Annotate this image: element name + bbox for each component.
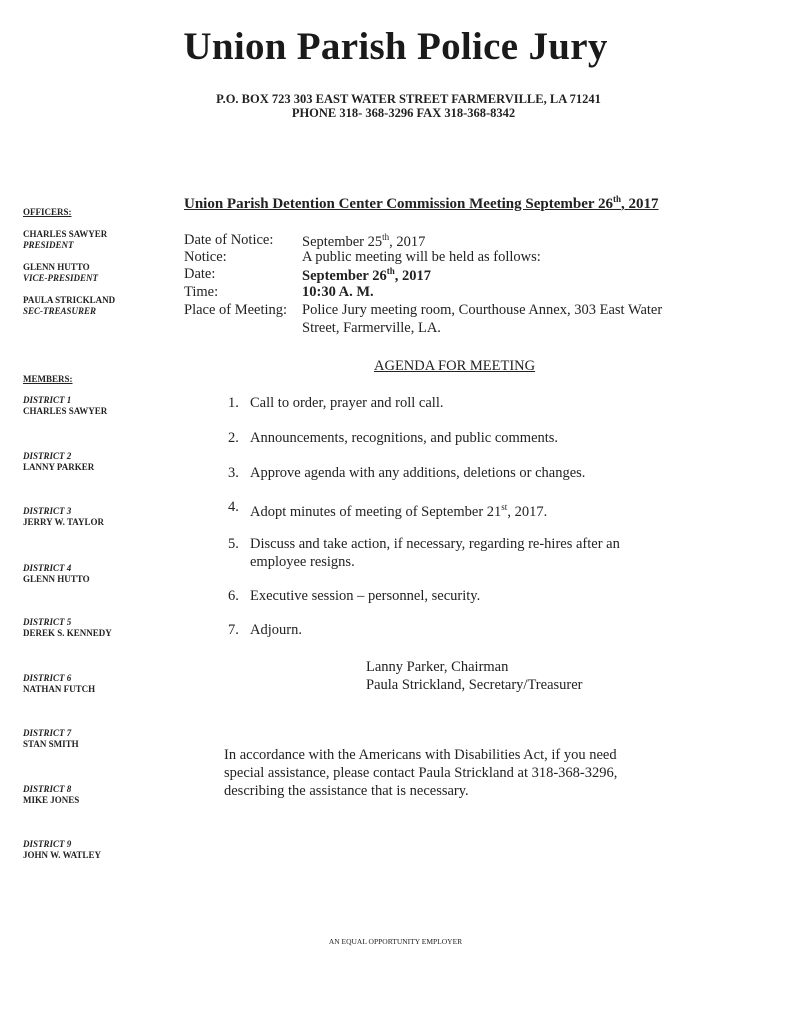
member-name: CHARLES SAWYER — [23, 406, 108, 416]
member-name: NATHAN FUTCH — [23, 684, 96, 694]
member-district: DISTRICT 9 — [23, 839, 72, 849]
member-entry — [23, 506, 104, 528]
officer-entry — [23, 295, 115, 317]
officer-name: GLENN HUTTO — [23, 262, 90, 272]
letterhead-address: P.O. BOX 723 303 EAST WATER STREET FARMERVILLE, LA 71241 — [216, 92, 601, 106]
officer-role: VICE-PRESIDENT — [23, 273, 99, 283]
member-district: DISTRICT 1 — [23, 395, 72, 405]
place-label: Place of Meeting: — [184, 302, 288, 318]
agenda-item-text: Adjourn. — [250, 622, 302, 638]
agenda-heading: AGENDA FOR MEETING — [374, 358, 536, 374]
member-district: DISTRICT 7 — [23, 728, 72, 738]
member-district: DISTRICT 8 — [23, 784, 72, 794]
place-value-line1: Police Jury meeting room, Courthouse Annex, 303 East Water — [302, 302, 663, 318]
agenda-item-number: 2. — [228, 430, 239, 446]
letterhead-title: Union Parish Police Jury — [183, 25, 608, 68]
notice-value: A public meeting will be held as follows: — [302, 249, 541, 265]
member-name: STAN SMITH — [23, 739, 79, 749]
member-entry — [23, 617, 112, 639]
agenda-item-text: Call to order, prayer and roll call. — [250, 395, 444, 411]
agenda-item — [228, 498, 670, 521]
meeting-title: Union Parish Detention Center Commission Meeting September 26th, 2017 — [184, 194, 659, 212]
member-district: DISTRICT 2 — [23, 451, 72, 461]
agenda-item-number: 3. — [228, 465, 239, 481]
members-heading: MEMBERS: — [23, 374, 73, 384]
member-entry — [23, 728, 79, 750]
member-district: DISTRICT 6 — [23, 673, 72, 683]
agenda-item-text: Adopt minutes of meeting of September 21st, 2017. — [250, 502, 548, 520]
member-district: DISTRICT 5 — [23, 617, 72, 627]
member-entry — [23, 563, 90, 585]
footer-text: AN EQUAL OPPORTUNITY EMPLOYER — [328, 937, 463, 946]
place-value-line2: Street, Farmerville, LA. — [302, 320, 441, 336]
agenda-item — [228, 429, 670, 447]
officer-role: SEC-TREASURER — [23, 306, 97, 316]
member-name: LANNY PARKER — [23, 462, 95, 472]
officer-entry — [23, 262, 98, 284]
date-of-notice-label: Date of Notice: — [184, 232, 274, 248]
agenda-item — [228, 587, 670, 605]
date-value: September 26th, 2017 — [302, 266, 431, 284]
time-value: 10:30 A. M. — [302, 284, 374, 300]
member-name: GLENN HUTTO — [23, 574, 90, 584]
agenda-item-number: 1. — [228, 395, 239, 411]
member-district: DISTRICT 3 — [23, 506, 72, 516]
member-name: JERRY W. TAYLOR — [23, 517, 104, 527]
ada-notice: In accordance with the Americans with Disabilities Act, if you need special assistance, please contact Paula Strickland at 318-368-3296, describing the assistance that is necessary. — [224, 747, 618, 799]
agenda-item — [228, 464, 670, 482]
agenda-item-number: 6. — [228, 588, 239, 604]
agenda-item — [228, 621, 670, 639]
agenda-item-text: Discuss and take action, if necessary, regarding re-hires after an employee resigns. — [250, 536, 620, 570]
agenda-item-text: Announcements, recognitions, and public comments. — [250, 430, 559, 446]
officers-heading: OFFICERS: — [23, 207, 72, 217]
member-name: DEREK S. KENNEDY — [23, 628, 112, 638]
date-of-notice-value: September 25th, 2017 — [302, 232, 426, 250]
officer-role: PRESIDENT — [23, 240, 74, 250]
agenda-item-number: 4. — [228, 499, 239, 515]
letterhead-phone: PHONE 318- 368-3296 FAX 318-368-8342 — [291, 106, 516, 120]
member-entry — [23, 451, 94, 473]
member-entry — [23, 839, 101, 861]
member-name: JOHN W. WATLEY — [23, 850, 101, 860]
notice-label: Notice: — [184, 249, 227, 265]
date-label: Date: — [184, 266, 216, 282]
agenda-item-text: Executive session – personnel, security. — [250, 588, 481, 604]
agenda-item-text: Approve agenda with any additions, deletions or changes. — [250, 465, 586, 481]
member-entry — [23, 395, 107, 417]
member-entry — [23, 673, 95, 695]
agenda-item-number: 7. — [228, 622, 239, 638]
member-district: DISTRICT 4 — [23, 563, 72, 573]
member-entry — [23, 784, 79, 806]
officer-name: PAULA STRICKLAND — [23, 295, 116, 305]
secretary-signature: Paula Strickland, Secretary/Treasurer — [366, 677, 583, 693]
time-label: Time: — [184, 284, 219, 300]
agenda-item-number: 5. — [228, 536, 239, 552]
officer-name: CHARLES SAWYER — [23, 229, 108, 239]
agenda-item — [228, 394, 670, 412]
chairman-signature: Lanny Parker, Chairman — [366, 659, 509, 675]
agenda-item — [228, 535, 670, 571]
member-name: MIKE JONES — [23, 795, 80, 805]
officer-entry — [23, 229, 107, 251]
